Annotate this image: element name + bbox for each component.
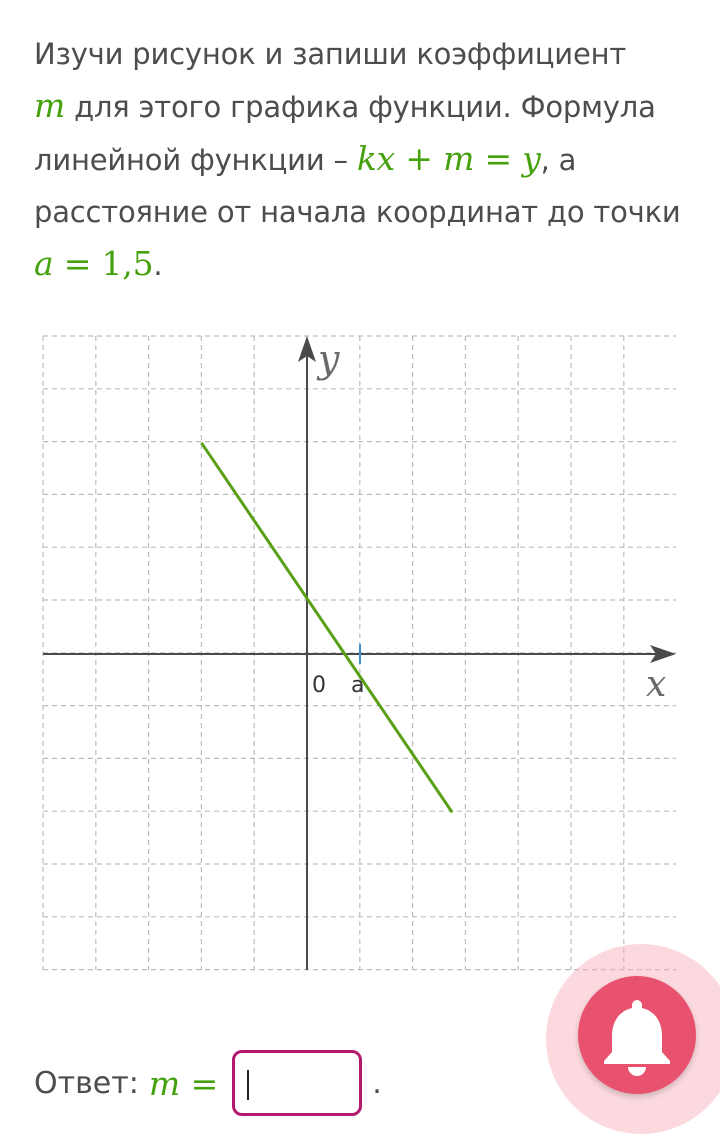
answer-row — [34, 1048, 382, 1118]
a-label: a — [351, 673, 365, 698]
task-line-2-text: для этого графика функции. Формула — [65, 90, 656, 124]
notification-button[interactable] — [578, 976, 696, 1094]
origin-label: 0 — [312, 673, 326, 698]
a-var: a — [34, 244, 54, 283]
task-line-3-tail: , а — [540, 143, 577, 177]
answer-dot: . — [372, 1065, 382, 1101]
a-equals: = 1,5 — [53, 244, 154, 283]
task-line-4: расстояние от начала координат до точки — [34, 195, 681, 229]
answer-eq: = — [180, 1063, 219, 1103]
formula-m: m — [443, 139, 475, 178]
task-line-1: Изучи рисунок и запиши коэффициент — [34, 37, 627, 71]
task-line-3-text: линейной функции – — [34, 143, 357, 177]
answer-label: Ответ: — [34, 1065, 139, 1101]
answer-var: m — [148, 1063, 181, 1103]
math-m: m — [34, 86, 66, 125]
task-line-5-dot: . — [153, 248, 163, 282]
function-line — [201, 443, 452, 813]
bell-icon — [578, 976, 696, 1094]
answer-input[interactable] — [232, 1050, 362, 1116]
answer-formula — [149, 1064, 218, 1103]
formula-eq: = — [474, 139, 523, 178]
formula-y: y — [522, 139, 541, 178]
x-axis-label: x — [646, 664, 667, 705]
formula-plus: + — [395, 139, 444, 178]
formula-kx: kx — [356, 139, 396, 178]
y-axis-label: y — [318, 337, 340, 381]
text-caret — [247, 1070, 249, 1100]
